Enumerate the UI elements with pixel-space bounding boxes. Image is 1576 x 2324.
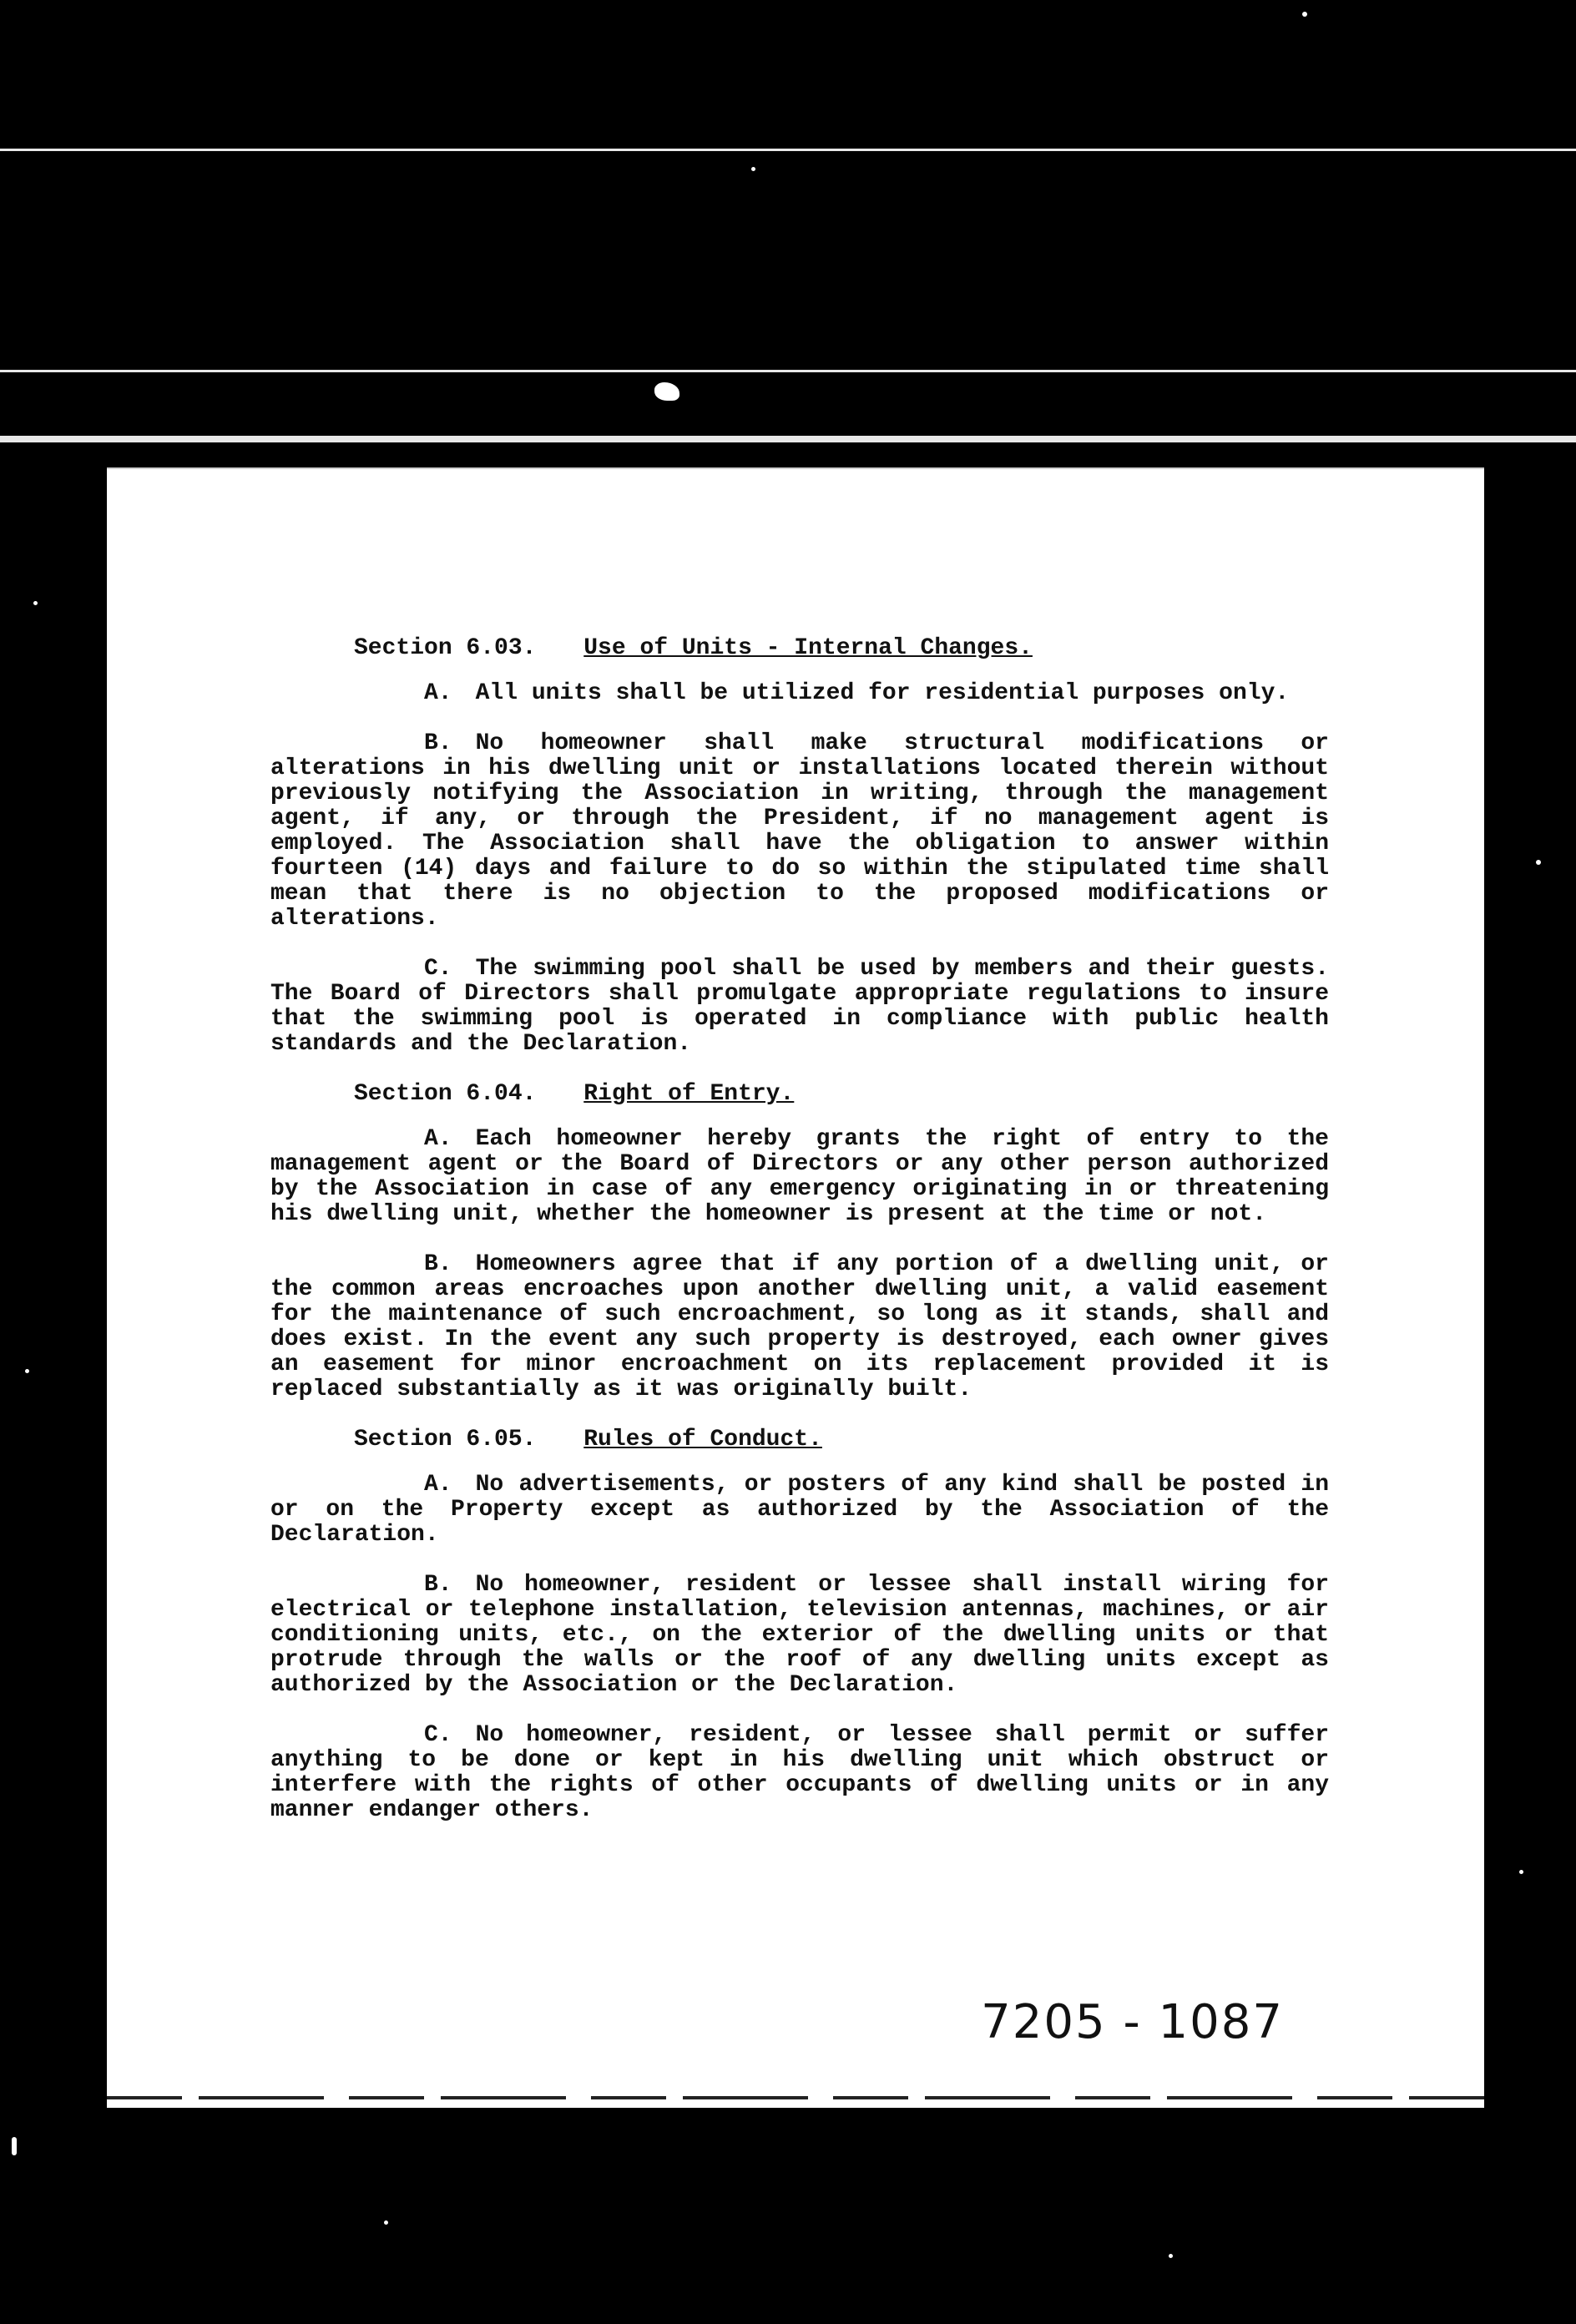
scan-line — [0, 149, 1576, 151]
paragraph-letter: C. — [424, 1722, 452, 1748]
paragraph — [270, 1252, 1329, 1402]
paragraph-letter: A. — [424, 1472, 452, 1498]
scan-speck — [157, 503, 162, 508]
document-body — [270, 636, 1329, 1848]
document-page — [107, 467, 1484, 2108]
paragraph-letter: A. — [424, 680, 452, 706]
scan-speck — [384, 2220, 388, 2225]
scan-speck — [751, 167, 755, 171]
scan-speck — [25, 1369, 29, 1373]
paragraph — [270, 1573, 1329, 1698]
paragraph-text: No homeowner shall make structural modifications or alterations in his dwelling unit or installations located therein without previously notifying the Association in writing, through the management agent, if any, or through the President, if no management agent is employed. The Association shall have the obligation to answer within fourteen (14) days and failure to do so within the stipulated time shall mean that there is no objection to the proposed modifications or alterations. — [270, 730, 1329, 932]
paragraph — [270, 957, 1329, 1057]
section-number: Section 6.04. — [354, 1081, 537, 1107]
section-heading — [270, 1082, 1329, 1107]
paragraph-text: All units shall be utilized for residential purposes only. — [475, 680, 1290, 706]
scan-line — [0, 370, 1576, 372]
paragraph — [270, 731, 1329, 932]
scan-speck — [154, 568, 159, 573]
paragraph-letter: B. — [424, 1572, 452, 1598]
section-title: Right of Entry. — [583, 1081, 795, 1107]
section-title: Use of Units - Internal Changes. — [583, 635, 1033, 661]
scan-speck — [1519, 1870, 1523, 1874]
page-bottom-edge — [107, 2096, 1484, 2099]
paragraph — [270, 1723, 1329, 1823]
paragraph — [270, 681, 1329, 706]
scan-speck — [1302, 12, 1307, 17]
paragraph-letter: B. — [424, 1251, 452, 1277]
section-number: Section 6.05. — [354, 1427, 537, 1452]
paragraph-text: No homeowner, resident, or lessee shall permit or suffer anything to be done or kept in his dwelling unit which obstruct or interfere with the rights of other occupants of dwelling units or in any manner endanger others. — [270, 1722, 1329, 1823]
scan-speck — [654, 382, 679, 401]
paragraph — [270, 1127, 1329, 1227]
paragraph — [270, 1473, 1329, 1548]
paragraph-text: No homeowner, resident or lessee shall install wiring for electrical or telephone installation, television antennas, machines, or air conditioning units, etc., on the exterior of the dwelling units or that protrude through the walls or the roof of any dwelling units except as authorized by the Association or the Declaration. — [270, 1572, 1329, 1698]
scan-speck — [1536, 860, 1541, 865]
paragraph-text: The swimming pool shall be used by members and their guests. The Board of Directors shall promulgate appropriate regulations to insure that the swimming pool is operated in compliance with public health standards and the Declaration. — [270, 956, 1329, 1057]
paragraph-text: No advertisements, or posters of any kind shall be posted in or on the Property except as authorized by the Association of the Declaration. — [270, 1472, 1329, 1548]
section-heading — [270, 636, 1329, 661]
paragraph-letter: C. — [424, 956, 452, 982]
page-stamp-number: 7205 - 1087 — [981, 1995, 1284, 2049]
scan-speck — [33, 601, 38, 605]
scan-speck — [12, 2137, 17, 2155]
scan-line — [0, 436, 1576, 442]
section-number: Section 6.03. — [354, 635, 537, 661]
paragraph-letter: B. — [424, 730, 452, 756]
paragraph-text: Each homeowner hereby grants the right of entry to the management agent or the Board of Directors or any other person authorized by the Association in case of any emergency originating in or threatening his dwelling unit, whether the homeowner is present at the time or not. — [270, 1126, 1329, 1227]
section-heading — [270, 1427, 1329, 1452]
paragraph-letter: A. — [424, 1126, 452, 1152]
paragraph-text: Homeowners agree that if any portion of a dwelling unit, or the common areas encroaches upon another dwelling unit, a valid easement for the maintenance of such encroachment, so long as it stands, shall and does exist. In the event any such property is destroyed, each owner gives an easement for minor encroachment on its replacement provided it is replaced substantially as it was originally built. — [270, 1251, 1329, 1402]
scan-speck — [1169, 2254, 1173, 2258]
section-title: Rules of Conduct. — [583, 1427, 822, 1452]
